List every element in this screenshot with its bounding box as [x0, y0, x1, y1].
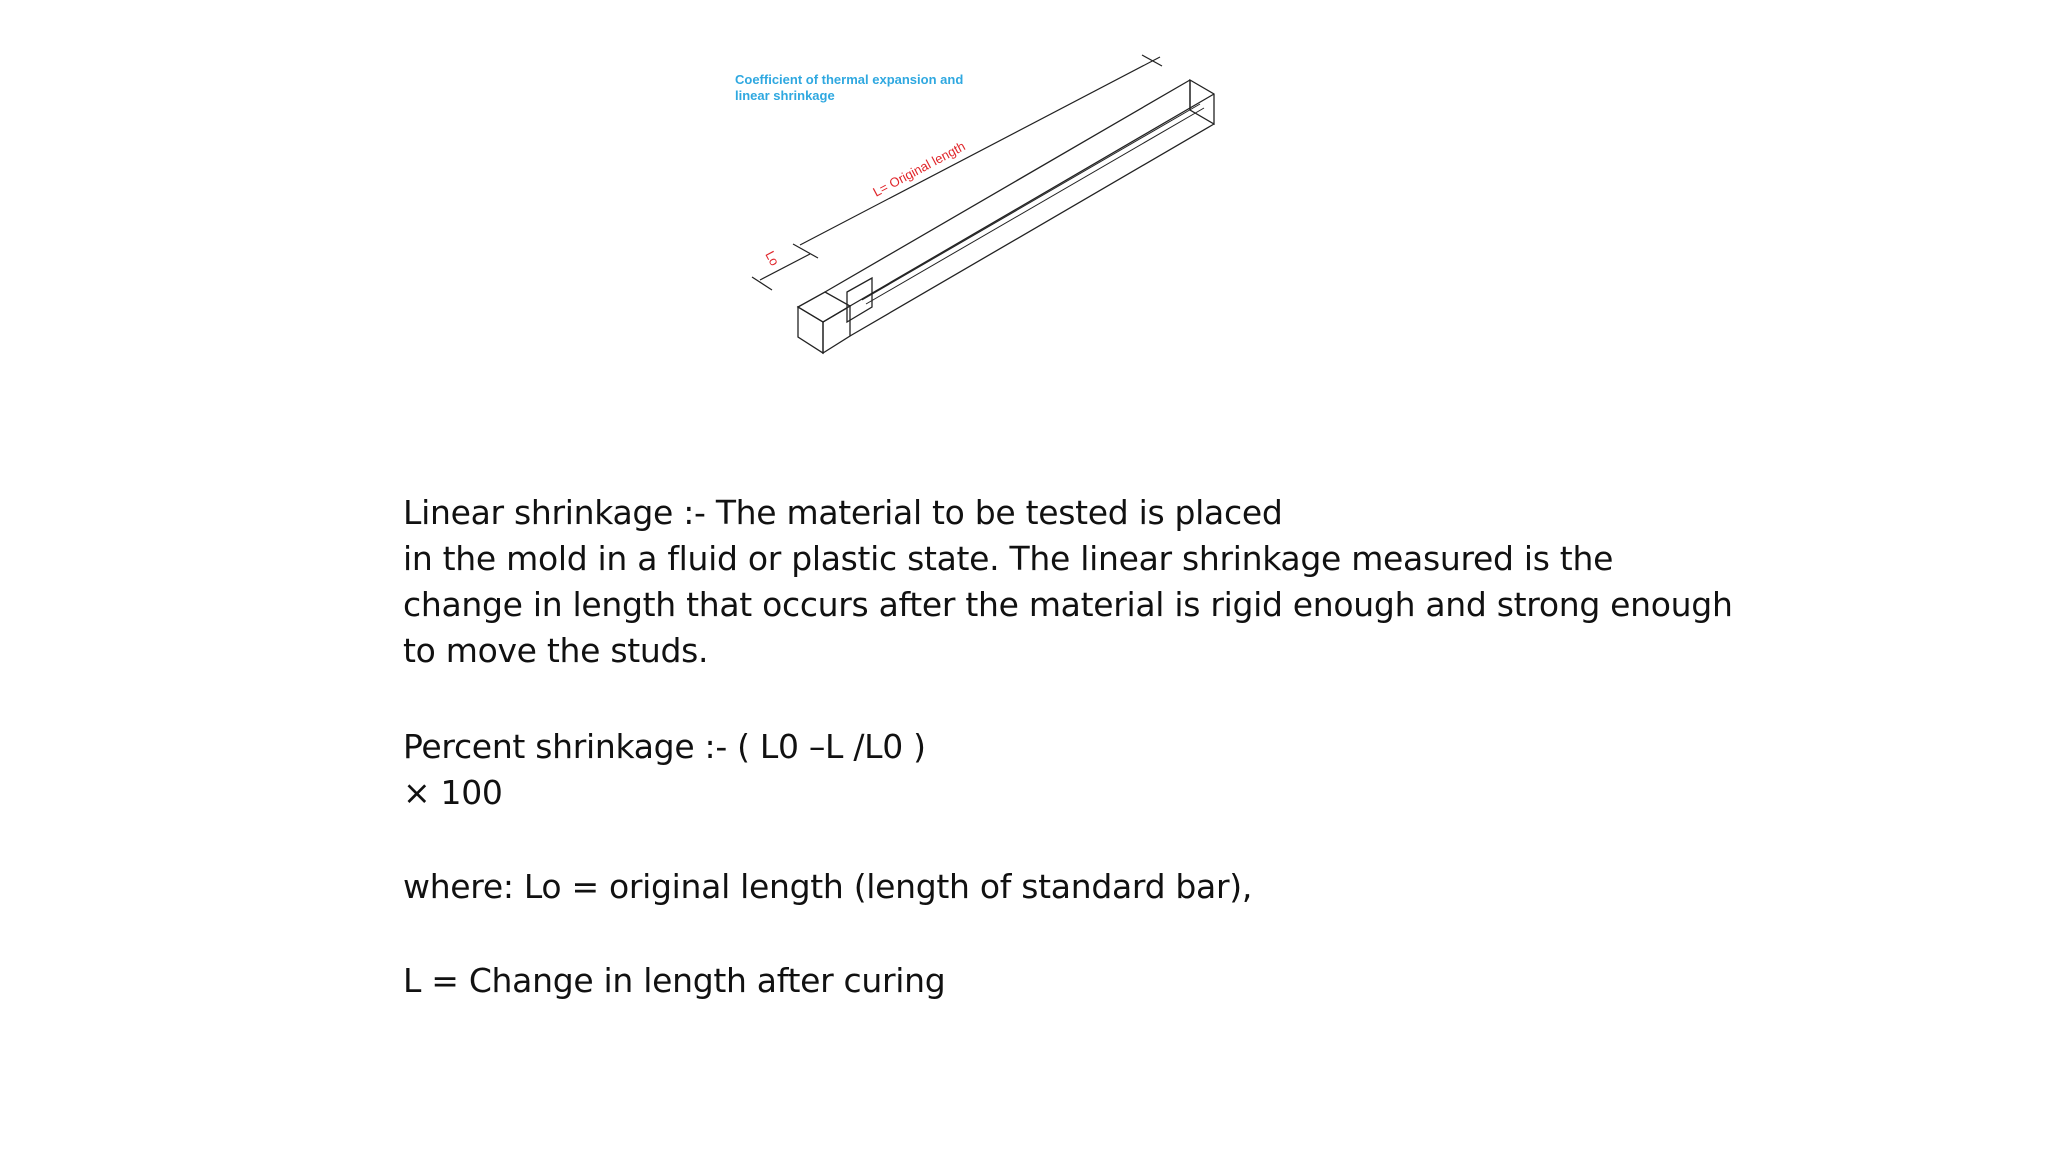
lo-label: Lo — [762, 248, 783, 269]
figure-caption-line-2: linear shrinkage — [735, 88, 835, 103]
definition-paragraph — [403, 490, 1803, 674]
definition-line: change in length that occurs after the material is rigid enough and strong enough — [403, 585, 1733, 624]
formula-paragraph — [403, 724, 1803, 816]
bar-outline — [798, 80, 1214, 353]
original-length-label: L= Original length — [870, 138, 968, 200]
curing-paragraph — [403, 958, 1803, 1004]
definition-line: in the mold in a fluid or plastic state. The linear shrinkage measured is the — [403, 539, 1614, 578]
definition-line: Linear shrinkage :- The material to be tested is placed — [403, 493, 1283, 532]
definition-line: to move the studs. — [403, 631, 709, 670]
formula-line: Percent shrinkage :- ( L0 –L /L0 ) — [403, 727, 926, 766]
shrinkage-bar-diagram — [0, 0, 2048, 400]
figure-caption-line-1: Coefficient of thermal expansion and — [735, 72, 964, 87]
where-line: where: Lo = original length (length of standard bar), — [403, 867, 1253, 906]
formula-line: × 100 — [403, 773, 503, 812]
where-paragraph — [403, 864, 1803, 910]
curing-line: L = Change in length after curing — [403, 961, 946, 1000]
